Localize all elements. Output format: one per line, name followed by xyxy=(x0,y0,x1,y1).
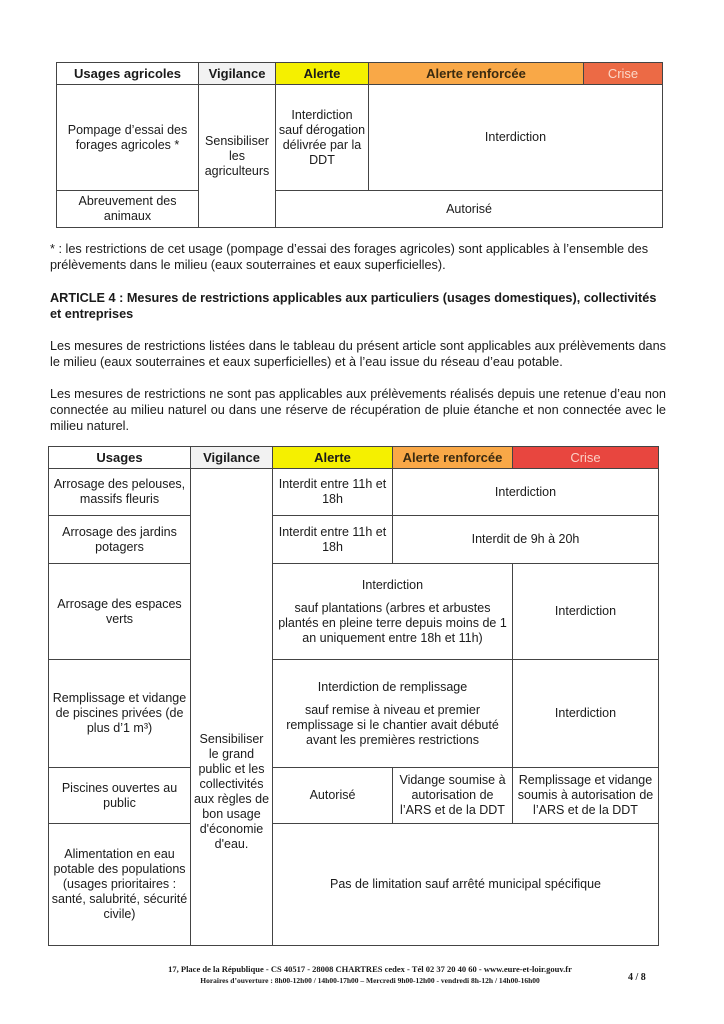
renforcee-crise-cell: Interdit de 9h à 20h xyxy=(393,516,659,564)
usage-cell: Pompage d’essai des forages agricoles * xyxy=(57,85,199,191)
footnote xyxy=(50,241,650,273)
header-crise: Crise xyxy=(584,63,663,85)
alerte-renforcee-cell: Interdiction sauf plantations (arbres et arbustes plantés en pleine terre depuis moins de 1 an uniquement entre 18h et 11h) xyxy=(273,564,513,660)
alerte-renforcee-cell: Interdiction de remplissage sauf remise à niveau et premier remplissage si le chantier avait débuté avant les premières restrictions xyxy=(273,660,513,768)
article-paragraph-1: Les mesures de restrictions listées dans le tableau du présent article sont applicables aux prélèvements dans le milieu (eaux souterraines et eaux superficielles) et à l’eau issue du réseau d’eau potable. xyxy=(50,339,666,369)
alerte-crise-cell: Pas de limitation sauf arrêté municipal spécifique xyxy=(273,824,659,946)
header-vigilance: Vigilance xyxy=(191,447,273,469)
footer-address: 17, Place de la République - CS 40517 - 28008 CHARTRES cedex - Tél 02 37 20 40 60 - www.eure-et-loir.gouv.fr xyxy=(168,964,572,974)
renforcee-crise-cell: Interdiction xyxy=(393,469,659,516)
alerte-cell: Interdiction sauf dérogation délivrée par la DDT xyxy=(276,85,369,191)
vigilance-cell: Sensibiliser les agriculteurs xyxy=(199,85,276,228)
usage-cell: Alimentation en eau potable des populations (usages prioritaires : santé, salubrité, sécurité civile) xyxy=(49,824,191,946)
usage-cell: Remplissage et vidange de piscines privées (de plus d’1 m³) xyxy=(49,660,191,768)
header-alerte-renforcee: Alerte renforcée xyxy=(393,447,513,469)
alerte-cell: Autorisé xyxy=(273,768,393,824)
alerte-cell: Interdit entre 11h et 18h xyxy=(273,516,393,564)
usage-cell: Abreuvement des animaux xyxy=(57,191,199,228)
header-crise: Crise xyxy=(513,447,659,469)
renforcee-cell: Vidange soumise à autorisation de l’ARS et de la DDT xyxy=(393,768,513,824)
domestic-usage-table xyxy=(48,446,659,946)
crise-cell: Remplissage et vidange soumis à autorisation de l’ARS et de la DDT xyxy=(513,768,659,824)
header-vigilance: Vigilance xyxy=(199,63,276,85)
usage-cell: Piscines ouvertes au public xyxy=(49,768,191,824)
header-alerte-renforcee: Alerte renforcée xyxy=(369,63,584,85)
crise-cell: Interdiction xyxy=(513,564,659,660)
footnote-text: * : les restrictions de cet usage (pompage d’essai des forages agricoles) sont applicables à l’ensemble des prélèvements dans le milieu (eaux souterraines et eaux superficielles). xyxy=(50,242,649,272)
footer-hours: Horaires d’ouverture : 8h00-12h00 / 14h00-17h00 – Mercredi 9h00-12h00 - vendredi 8h-12h / 14h00-16h00 xyxy=(200,976,540,985)
header-usages-agricoles: Usages agricoles xyxy=(57,63,199,85)
crise-cell: Interdiction xyxy=(513,660,659,768)
renforcee-crise-cell: Interdiction xyxy=(369,85,663,191)
vigilance-cell: Sensibiliser le grand public et les collectivités aux règles de bon usage d'économie d'eau. xyxy=(191,469,273,946)
agricultural-usage-table xyxy=(56,62,663,228)
page-number: 4 / 8 xyxy=(628,972,646,983)
article-title: ARTICLE 4 : Mesures de restrictions applicables aux particuliers (usages domestiques), collectivités et entreprises xyxy=(50,291,657,321)
alerte-cell: Interdit entre 11h et 18h xyxy=(273,469,393,516)
header-alerte: Alerte xyxy=(276,63,369,85)
usage-cell: Arrosage des pelouses, massifs fleuris xyxy=(49,469,191,516)
header-alerte: Alerte xyxy=(273,447,393,469)
usage-cell: Arrosage des jardins potagers xyxy=(49,516,191,564)
article-paragraph-2: Les mesures de restrictions ne sont pas applicables aux prélèvements réalisés depuis une retenue d’eau non connectée au milieu naturel ou dans une réserve de récupération de pluie étanche et non connectée avec le milieu naturel. xyxy=(50,387,666,433)
header-usages: Usages xyxy=(49,447,191,469)
alerte-crise-cell: Autorisé xyxy=(276,191,663,228)
usage-cell: Arrosage des espaces verts xyxy=(49,564,191,660)
